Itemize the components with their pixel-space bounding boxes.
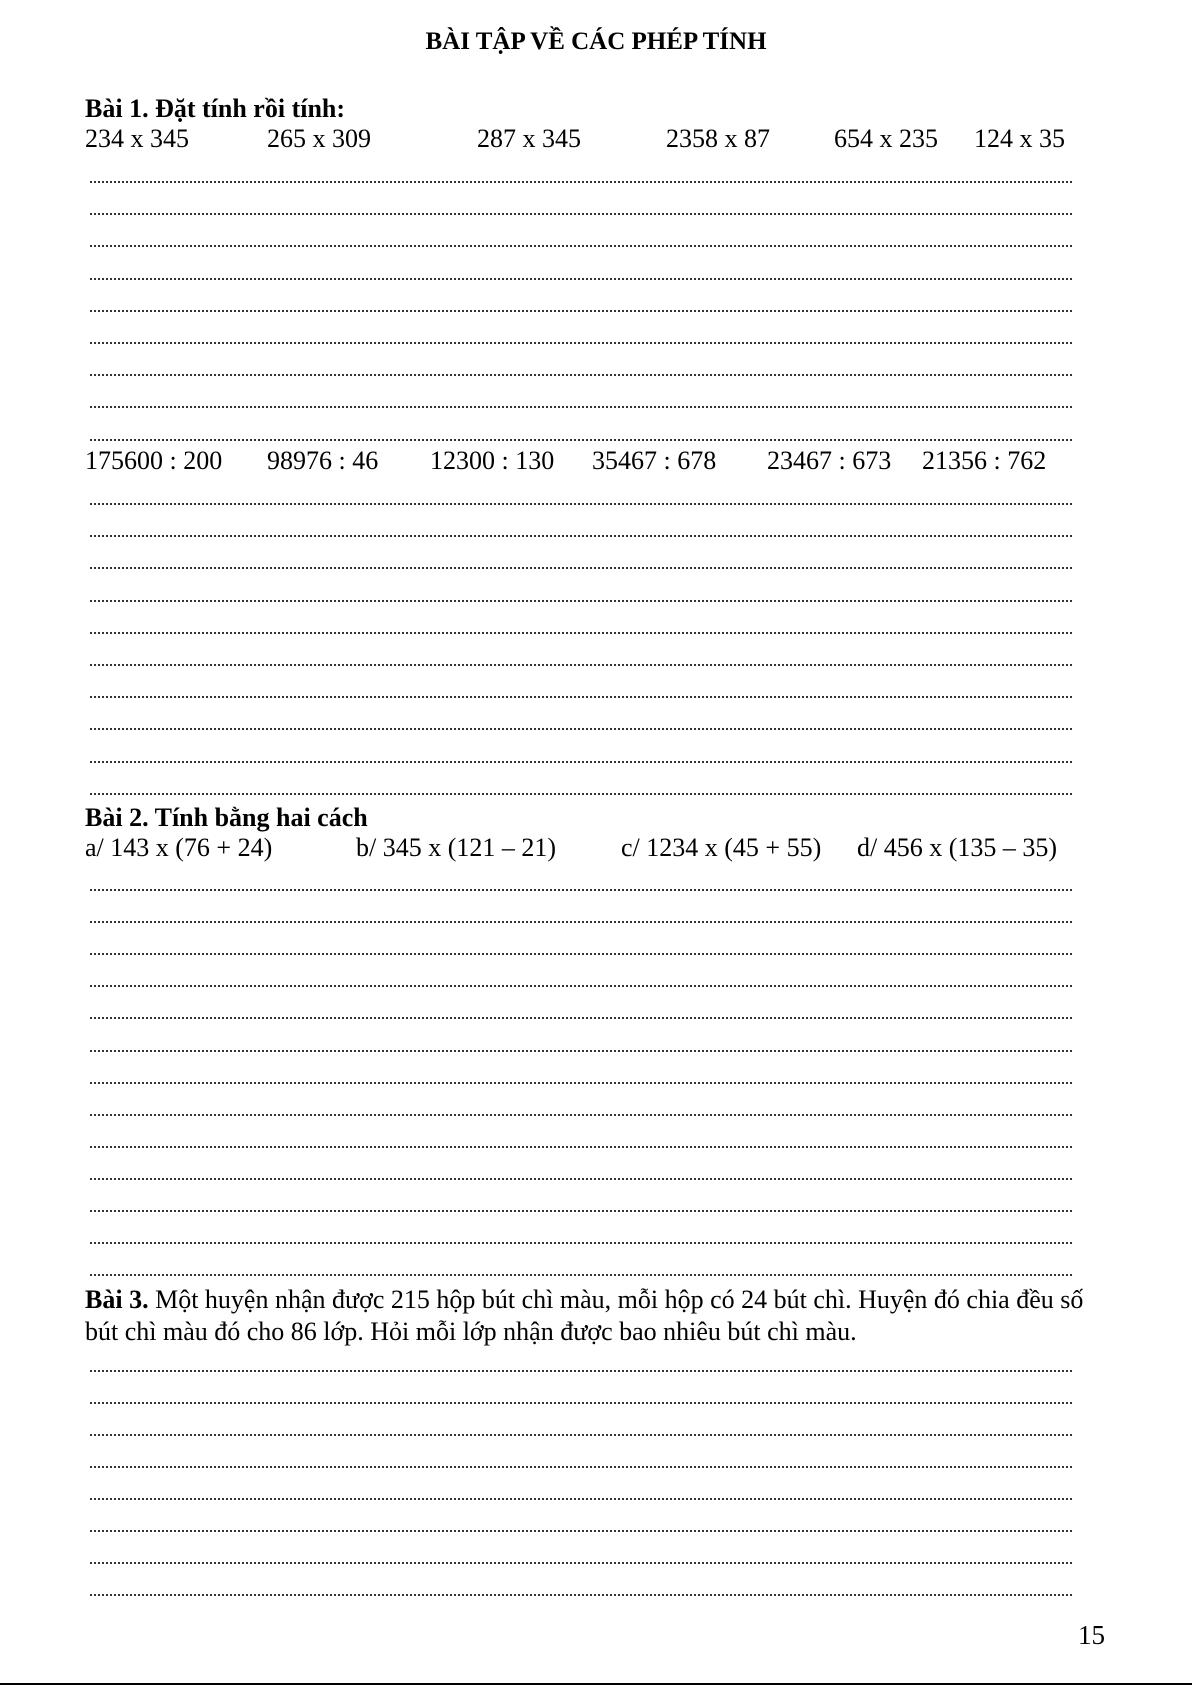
- dotted-answer-line: [90, 1498, 1072, 1500]
- dotted-answer-line: [90, 1178, 1072, 1180]
- bai3-problem: [85, 1284, 1085, 1348]
- bai3-label: Bài 3.: [85, 1285, 149, 1314]
- dotted-answer-line: [90, 1210, 1072, 1212]
- dotted-answer-line: [90, 1242, 1072, 1244]
- dotted-answer-line: [90, 213, 1072, 215]
- dotted-answer-line: [90, 278, 1072, 280]
- dotted-answer-line: [90, 1146, 1072, 1148]
- multiplication-expr: 265 x 309: [267, 124, 371, 153]
- multiplication-expr: 234 x 345: [85, 124, 189, 153]
- dotted-answer-line: [90, 761, 1072, 763]
- division-expr: 12300 : 130: [430, 446, 555, 475]
- dotted-answer-line: [90, 985, 1072, 987]
- bai2-items-row: [85, 833, 1085, 865]
- dotted-answer-line: [90, 793, 1072, 795]
- multiplication-expr: 2358 x 87: [666, 124, 770, 153]
- dotted-answer-line: [90, 1274, 1072, 1276]
- division-expr: 175600 : 200: [85, 446, 223, 475]
- dotted-answer-line: [90, 1017, 1072, 1019]
- division-expr: 23467 : 673: [767, 446, 892, 475]
- dotted-answer-line: [90, 439, 1072, 441]
- dotted-answer-line: [90, 1530, 1072, 1532]
- dotted-answer-line: [90, 1114, 1072, 1116]
- dotted-answer-line: [90, 1050, 1072, 1052]
- dotted-answer-line: [90, 1562, 1072, 1564]
- dotted-answer-line: [90, 503, 1072, 505]
- division-expr: 35467 : 678: [592, 446, 717, 475]
- bai2-item: b/ 345 x (121 – 21): [356, 833, 557, 862]
- bai2-item: c/ 1234 x (45 + 55): [621, 833, 822, 862]
- dotted-answer-line: [90, 374, 1072, 376]
- bai3-text: Một huyện nhận được 215 hộp bút chì màu, mỗi hộp có 24 bút chì. Huyện đó chia đều số bút chì màu đó cho 86 lớp. Hỏi mỗi lớp nhận được bao nhiêu bút chì màu.: [85, 1285, 1084, 1346]
- dotted-answer-line: [90, 1370, 1072, 1372]
- dotted-answer-line: [90, 889, 1072, 891]
- bai2-heading: Bài 2. Tính bằng hai cách: [85, 803, 368, 832]
- dotted-answer-line: [90, 1082, 1072, 1084]
- multiplication-expr: 287 x 345: [477, 124, 581, 153]
- dotted-answer-line: [90, 1466, 1072, 1468]
- division-expr: 98976 : 46: [267, 446, 379, 475]
- bai1-heading: Bài 1. Đặt tính rồi tính:: [85, 94, 346, 123]
- dotted-answer-line: [90, 664, 1072, 666]
- dotted-answer-line: [90, 567, 1072, 569]
- dotted-answer-line: [90, 342, 1072, 344]
- multiplication-expr: 124 x 35: [974, 124, 1065, 153]
- bai1-division-row: [85, 446, 1085, 478]
- division-expr: 21356 : 762: [922, 446, 1047, 475]
- page-title: BÀI TẬP VỀ CÁC PHÉP TÍNH: [425, 28, 767, 55]
- dotted-answer-line: [90, 1402, 1072, 1404]
- dotted-answer-line: [90, 696, 1072, 698]
- dotted-answer-line: [90, 728, 1072, 730]
- dotted-answer-line: [90, 181, 1072, 183]
- dotted-answer-line: [90, 245, 1072, 247]
- bai2-item: a/ 143 x (76 + 24): [85, 833, 273, 862]
- multiplication-expr: 654 x 235: [834, 124, 938, 153]
- dotted-answer-line: [90, 1434, 1072, 1436]
- bai1-multiplication-row: [85, 124, 1085, 156]
- bai2-item: d/ 456 x (135 – 35): [857, 833, 1058, 862]
- dotted-answer-line: [90, 406, 1072, 408]
- page-number: 15: [1078, 1620, 1105, 1650]
- dotted-answer-line: [90, 600, 1072, 602]
- dotted-answer-line: [90, 310, 1072, 312]
- dotted-answer-line: [90, 535, 1072, 537]
- dotted-answer-line: [90, 632, 1072, 634]
- dotted-answer-line: [90, 921, 1072, 923]
- dotted-answer-line: [90, 1594, 1072, 1596]
- dotted-answer-line: [90, 953, 1072, 955]
